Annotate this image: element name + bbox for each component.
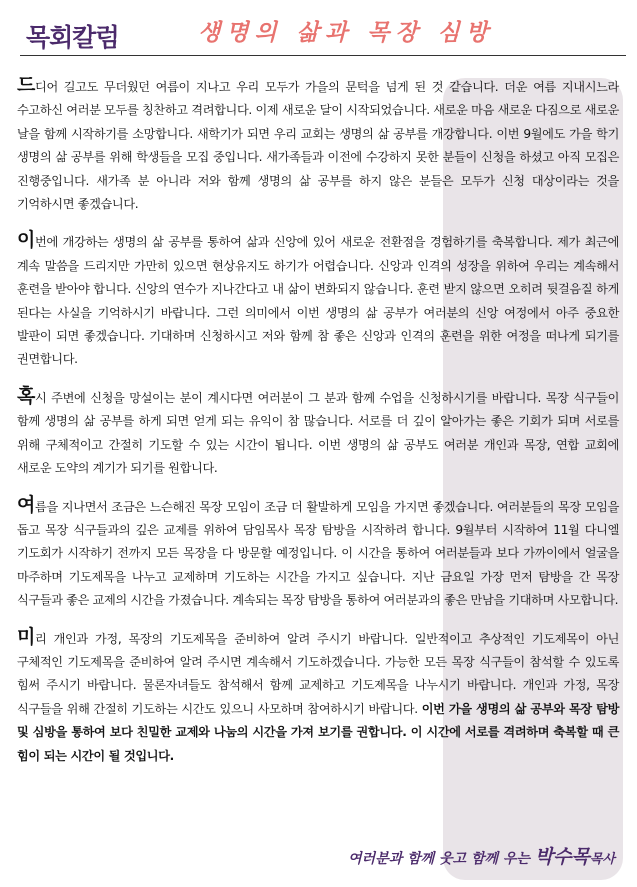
header-divider (20, 55, 626, 56)
column-body (17, 74, 619, 781)
paragraph-bold-text: 이번 가을 생명의 삶 공부와 목장 탐방 및 심방을 통하여 보다 친밀한 교제와 나눔의 시간을 가져 보기를 권합니다. 이 시간에 서로를 격려하며 축복할 때 큰 힘이 되는 시간이 될 것입니다. (17, 701, 619, 763)
paragraph-2 (17, 229, 619, 371)
column-title: 목회칼럼 (26, 23, 119, 52)
paragraph-text: 디어 길고도 무더웠던 여름이 지나고 우리 모두가 가을의 문턱을 넘게 된 것 같습니다. 더운 여름 지내시느라 수고하신 여러분 모두를 칭찬하고 격려합니다. 이제 새로운 달이 시작되었습니다. 새로운 마음 새로운 다짐으로 새로운 날을 함께 시작하기를 소망합니다. 새학기가 되면 우리 교회는 생명의 삶 공부를 개강합니다. 이번 9월에도 가을 학기 생명의 삶 공부를 위해 학생들을 모집 중입니다. 새가족들과 이전에 수강하지 못한 분들이 신청을 하셨고 아직 모집은 진행중입니다. 새가족 분 아니라 저와 함께 생명의 삶 공부를 하지 않은 분들은 모두가 신청 대상이라는 것을 기억하시면 좋겠습니다. (17, 80, 619, 212)
drop-initial: 드 (17, 74, 36, 96)
drop-initial: 여 (17, 493, 36, 516)
author-signature (348, 842, 615, 869)
paragraph-text: 름을 지나면서 조금은 느슨해진 목장 모임이 조금 더 활발하게 모임을 가지면 좋겠습니다. 여러분들의 목장 모임을 돕고 목장 식구들과의 깊은 교제를 위하여 담임목사 목장 탐방을 시작하려 합니다. 9월부터 시작하여 11월 다니엘 기도회가 시작하기 전까지 모든 목장을 다 방문할 예정입니다. 이 시간을 통하여 여러분들과 보다 가까이에서 얼굴을 마주하며 기도제목을 나누고 교제하며 기도하는 시간을 가지고 싶습니다. 지난 금요일 가장 먼저 탐방을 간 목장 식구들과 좋은 교제의 시간을 가졌습니다. 계속되는 목장 탐방을 통하여 여러분과의 좋은 만남을 기대하며 사모합니다. (17, 499, 619, 608)
paragraph-text: 번에 개강하는 생명의 삶 공부를 통하여 삶과 신앙에 있어 새로운 전환점을 경험하기를 축복합니다. 제가 최근에 계속 말씀을 드리지만 가만히 있으면 현상유지도 하기가 어렵습니다. 신앙과 인격의 성장을 위하여 우리는 계속해서 훈련을 받아야 합니다. 신앙의 연수가 지나간다고 내 삶이 변화되지 않습니다. 훈련 받지 않으면 오히려 뒷걸음질 하게 된다는 사실을 기억하시기 바랍니다. 그런 의미에서 이번 생명의 삶 공부가 여러분의 신앙 여정에서 아주 중요한 발판이 되면 좋겠습니다. 기대하며 신청하시고 저와 함께 참 좋은 신앙과 인격의 훈련을 위한 여정을 떠나게 되기를 권면합니다. (17, 235, 619, 367)
paragraph-1 (17, 74, 619, 216)
paragraph-text: 리 개인과 가정, 목장의 기도제목을 준비하여 알려 주시기 바랍니다. 일반적이고 추상적인 기도제목이 아닌 구체적인 기도제목을 준비하여 알려 주시면 계속해서 기도하겠습니다. 가능한 모든 목장 식구들이 참석할 수 있도록 힘써 주시기 바랍니다. 물론자녀들도 참석해서 함께 교제하고 기도제목을 나누시기 바랍니다. 개인과 가정, 목장 식구들을 위해 간절히 기도하는 시간도 있으니 사모하며 참여하시기 바랍니다. (17, 631, 619, 716)
paragraph-5 (17, 626, 619, 768)
drop-initial: 미 (17, 625, 36, 648)
signature-title: 목사 (589, 852, 615, 867)
column-subtitle: 생명의 삶과 목장 심방 (198, 20, 494, 46)
paragraph-3 (17, 385, 619, 481)
drop-initial: 이 (17, 229, 36, 252)
paragraph-text: 시 주변에 신청을 망설이는 분이 계시다면 여러분이 그 분과 함께 수업을 신청하시기를 바랍니다. 목장 식구들이 함께 생명의 삶 공부를 하게 되면 얻게 되는 유익이 참 많습니다. 서로를 더 깊이 알아가는 좋은 기회가 되며 서로를 위해 구체적이고 간절히 기도할 수 있는 시간이 됩니다. 이번 생명의 삶 공부도 여러분 개인과 목장, 연합 교회에 새로운 도약의 계기가 되기를 원합니다. (17, 390, 619, 476)
signature-prefix: 여러분과 함께 웃고 함께 우는 (348, 851, 535, 867)
paragraph-4 (17, 494, 619, 613)
column-header (0, 0, 637, 64)
signature-name: 박수목 (534, 846, 590, 868)
drop-initial: 혹 (17, 384, 36, 407)
